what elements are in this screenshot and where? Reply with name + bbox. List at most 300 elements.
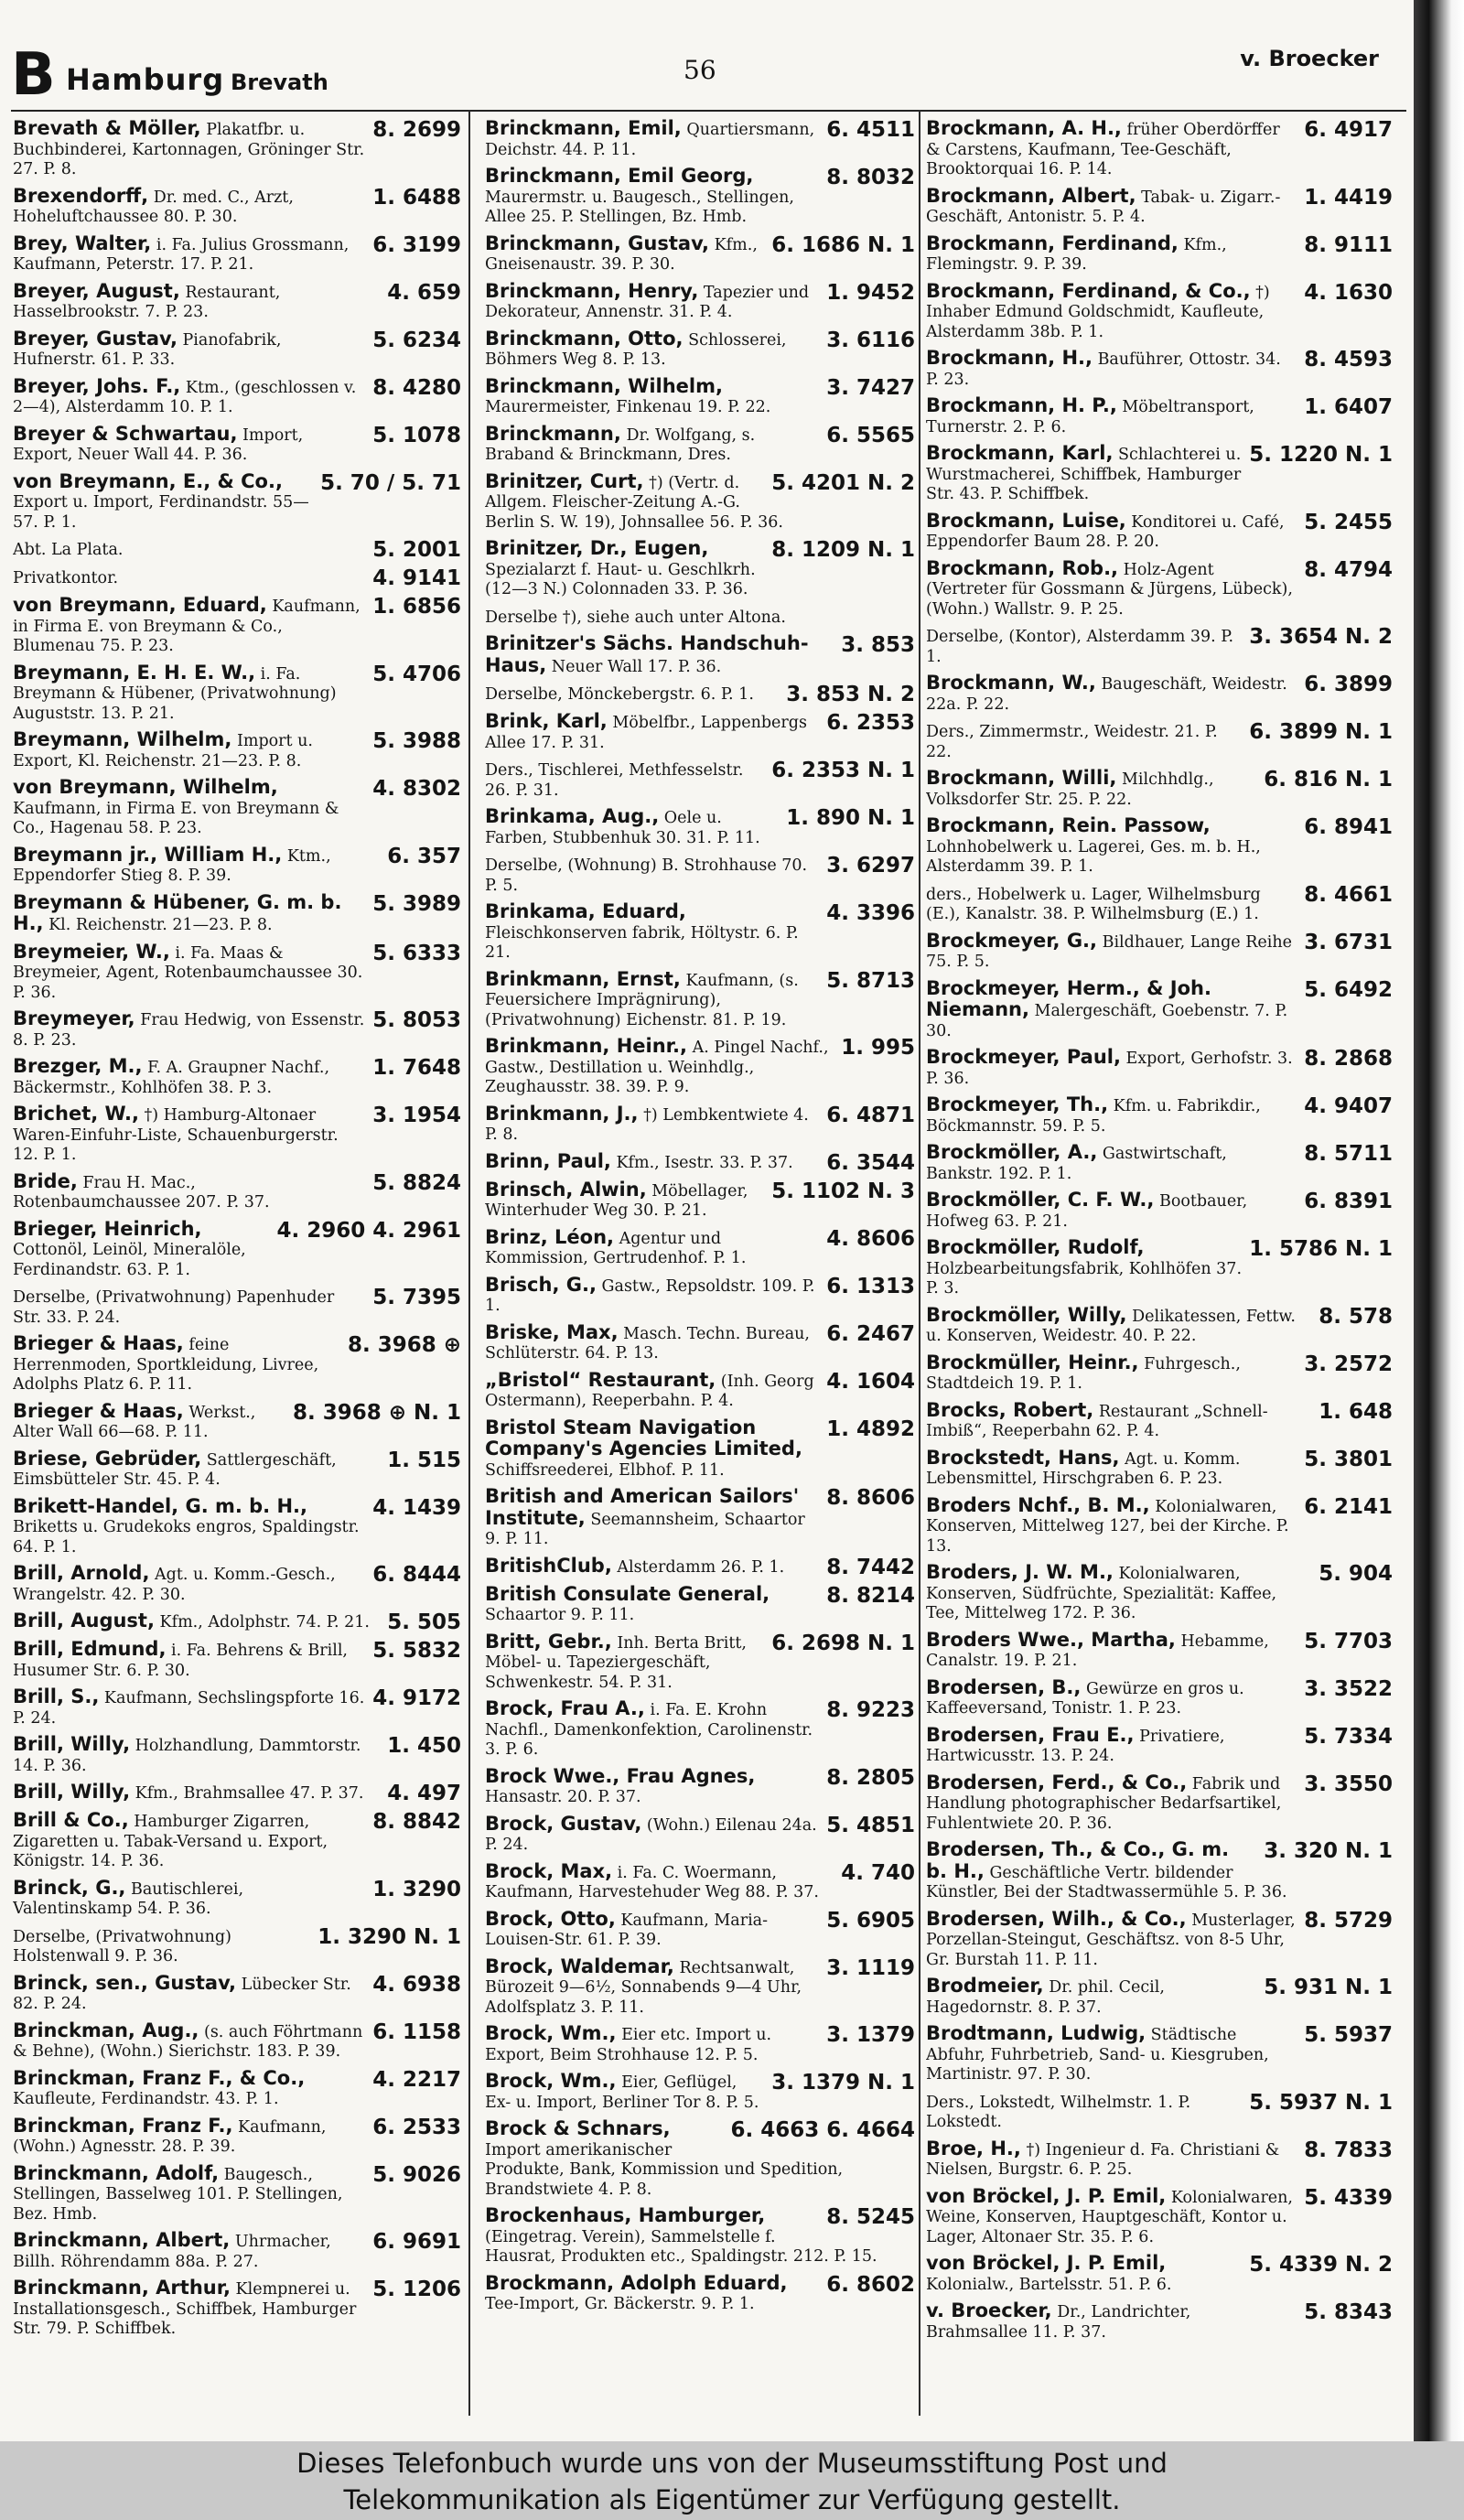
entry-name: Brockmann, Ferdinand,: [926, 233, 1179, 254]
entry-name: Brockmann, Rein. Passow,: [926, 816, 1211, 836]
directory-entry: [926, 1190, 1393, 1232]
entry-name: Brock, Waldemar,: [485, 1956, 674, 1977]
entry-details: Malergeschäft, Goebenstr. 7. P. 30.: [926, 1002, 1288, 1040]
entry-details: Werkst., Alter Wall 66—68. P. 11.: [13, 1403, 256, 1441]
phone-number: 4. 1439: [372, 1496, 461, 1520]
entry-name: Brockmeyer, Th.,: [926, 1095, 1109, 1115]
entry-details: Kaufmann, (s. Feuersichere Imprägnirung), (Privatwohnung) Eichenstr. 81. P. 19.: [485, 971, 799, 1029]
entry-details: i. Fa. Maas & Breymeier, Agent, Rotenbaumchaussee 30. P. 36.: [13, 943, 363, 1002]
entry-name: von Breymann, Eduard,: [13, 596, 267, 616]
phone-number: 8. 2805: [826, 1766, 915, 1790]
entry-details: F. A. Graupner Nachf., Bäckermstr., Kohlhöfen 38. P. 3.: [13, 1059, 330, 1097]
entry-name: Brockmann, Albert,: [926, 186, 1136, 207]
entry-details: Delikatessen, Fettw. u. Konserven, Weidestr. 40. P. 22.: [926, 1307, 1296, 1345]
entry-name: Brockmann, W.,: [926, 673, 1096, 694]
phone-number: 3. 7427: [826, 376, 915, 400]
entry-name: Brockmöller, Willy,: [926, 1305, 1127, 1326]
directory-entry: [13, 1811, 461, 1872]
entry-name: Brock, Gustav,: [485, 1814, 642, 1835]
entry-name: Brock, Max,: [485, 1861, 613, 1882]
phone-number: 5. 9026: [372, 2163, 461, 2187]
entry-details: Export, Gerhofstr. 3. P. 36.: [926, 1050, 1293, 1088]
phone-number: 3. 320 N. 1: [1264, 1840, 1393, 1863]
phone-number: 6. 4663 6. 4664: [730, 2119, 915, 2142]
footer-line-2: Telekommunikation als Eigentümer zur Verfügung gestellt.: [343, 2484, 1121, 2515]
phone-number: 5. 505: [387, 1611, 461, 1633]
entry-details: (Inh. Georg Ostermann), Reeperbahn. P. 4.: [485, 1372, 814, 1410]
entry-name: Brill, Willy,: [13, 1735, 131, 1755]
entry-details: Maurermstr. u. Baugesch., Stellingen, Allee 25. P. Stellingen, Bz. Hmb.: [485, 188, 794, 226]
directory-entry: [485, 902, 915, 964]
phone-number: 5. 5832: [372, 1640, 461, 1663]
entry-details: feine Herrenmoden, Sportkleidung, Livree, Adolphs Platz 6. P. 11.: [13, 1336, 319, 1394]
directory-entry: [926, 2187, 1393, 2248]
directory-entry: [926, 2301, 1393, 2342]
phone-number: 6. 2353 N. 1: [771, 759, 915, 782]
directory-entry: [926, 884, 1393, 925]
directory-entry: [485, 759, 915, 801]
phone-number: 5. 2455: [1304, 511, 1393, 534]
directory-entry: [926, 673, 1393, 715]
directory-entry: [926, 282, 1393, 343]
entry-name: Brodersen, Th., & Co., G. m. b. H.,: [926, 1840, 1230, 1882]
directory-entry: [485, 1180, 915, 1222]
directory-entry: [926, 187, 1393, 228]
phone-number: 3. 2572: [1304, 1352, 1393, 1376]
entry-name: Brockmann, H.,: [926, 349, 1093, 369]
directory-entry: [926, 1048, 1393, 1089]
entry-details: Agt. u. Komm.-Gesch., Wrangelstr. 42. P. 30.: [13, 1566, 336, 1604]
entry-details: Schiffsreederei, Elbhof. P. 11.: [485, 1460, 725, 1480]
entry-name: Brichet, W.,: [13, 1104, 139, 1125]
phone-number: 4. 1630: [1304, 281, 1393, 305]
phone-number: 8. 5711: [1304, 1143, 1393, 1166]
directory-entry: [485, 1910, 915, 1951]
entry-name: Bristol Steam Navigation Company's Agencies Limited,: [485, 1417, 802, 1459]
phone-number: 4. 659: [387, 281, 461, 305]
phone-number: 5. 5937: [1304, 2024, 1393, 2047]
directory-entry: [13, 2116, 461, 2158]
phone-number: 1. 4419: [1304, 186, 1393, 210]
directory-entry: [926, 1840, 1393, 1903]
entry-details: Maurermeister, Finkenau 19. P. 22.: [485, 398, 771, 416]
phone-number: 5. 7703: [1304, 1630, 1393, 1653]
directory-entry: [13, 1782, 461, 1804]
directory-entry: [926, 816, 1393, 878]
entry-details: Holzhandlung, Dammtorstr. 14. P. 36.: [13, 1737, 361, 1775]
entry-details: Kfm. u. Fabrikdir., Böckmannstr. 59. P. 5.: [926, 1097, 1261, 1136]
entry-details: Dr. med. C., Arzt, Hoheluftchaussee 80. P. 30.: [13, 188, 294, 226]
directory-entry: [13, 2164, 461, 2225]
phone-number: 1. 3290 N. 1: [318, 1925, 461, 1949]
entry-details: Fuhrgesch., Stadtdeich 19. P. 1.: [926, 1354, 1241, 1393]
directory-entry: [926, 349, 1393, 390]
entry-name: Brinck, sen., Gustav,: [13, 1973, 237, 1994]
entry-name: Brill, Arnold,: [13, 1564, 150, 1584]
entry-name: Brinkama, Eduard,: [485, 902, 686, 922]
phone-number: 1. 7648: [372, 1057, 461, 1080]
entry-details: Rechtsanwalt, Bürozeit 9—6½, Sonnabends 9—4 Uhr, Adolfsplatz 3. P. 11.: [485, 1958, 802, 2017]
directory-entry: [13, 187, 461, 228]
entry-name: Brinckmann, Adolf,: [13, 2163, 220, 2184]
directory-entry: [13, 730, 461, 771]
directory-entry: [926, 1726, 1393, 1767]
phone-number: 4. 9141: [372, 567, 461, 589]
entry-name: Brock, Wm.,: [485, 2072, 617, 2092]
directory-entry: [926, 119, 1393, 180]
entry-details: Lübecker Str. 82. P. 24.: [13, 1975, 351, 2013]
entry-name: Britt, Gebr.,: [485, 1632, 612, 1653]
entry-name: v. Broecker,: [926, 2301, 1052, 2321]
directory-entry: [485, 1276, 915, 1317]
entry-name: Brisch, G.,: [485, 1275, 597, 1296]
directory-entry: [485, 684, 915, 705]
entry-details: Export u. Import, Ferdinandstr. 55—57. P. 1.: [13, 493, 309, 532]
directory-entry: [13, 119, 461, 180]
entry-name: Brock Wwe., Frau Agnes,: [485, 1766, 756, 1787]
entry-name: Brinckmann, Wilhelm,: [485, 376, 723, 397]
phone-number: 6. 2353: [826, 712, 915, 735]
entry-details: Import u. Export, Kl. Reichenstr. 21—23. P. 8.: [13, 732, 313, 770]
first-entry-guide: Brevath: [231, 70, 328, 95]
directory-entry: [13, 2278, 461, 2340]
entry-name: Brill, S.,: [13, 1687, 100, 1707]
phone-number: 5. 6333: [372, 942, 461, 965]
entry-name: Brockmöller, C. F. W.,: [926, 1190, 1155, 1211]
directory-entry: [485, 1487, 915, 1550]
column-divider: [468, 110, 470, 2416]
phone-number: 8. 1209 N. 1: [771, 539, 915, 562]
phone-number: 1. 648: [1319, 1400, 1393, 1424]
entry-details: Hansastr. 20. P. 37.: [485, 1788, 641, 1806]
entry-details: Ders., Zimmermstr., Weidestr. 21. P. 22.: [926, 723, 1218, 761]
entry-name: Breyer, August,: [13, 281, 180, 302]
entry-name: Breymann, E. H. E. W.,: [13, 662, 256, 684]
page-edge-shadow: [1414, 0, 1464, 2441]
entry-name: Brey, Walter,: [13, 233, 152, 254]
entry-name: von Breymann, Wilhelm,: [13, 778, 278, 798]
phone-number: 6. 8602: [826, 2273, 915, 2297]
phone-number: 8. 4280: [372, 376, 461, 400]
column-divider: [919, 110, 920, 2416]
directory-entry: [926, 1678, 1393, 1719]
entry-details: †) Inhaber Edmund Goldschmidt, Kaufleute, Alsterdamm 38b. P. 1.: [926, 283, 1270, 341]
directory-entry: [926, 396, 1393, 437]
entry-details: Alsterdamm 26. P. 1.: [617, 1557, 785, 1577]
entry-details: Derselbe, (Privatwohnung) Papenhuder Str. 33. P. 24.: [13, 1288, 335, 1327]
phone-number: 8. 578: [1319, 1305, 1393, 1329]
phone-number: 4. 2217: [372, 2068, 461, 2092]
entry-details: Bautischlerei, Valentinskamp 54. P. 36.: [13, 1879, 244, 1918]
phone-number: 6. 1158: [372, 2020, 461, 2044]
entry-name: Brockmöller, Rudolf,: [926, 1238, 1145, 1258]
entry-name: Brock, Wm.,: [485, 2024, 617, 2044]
phone-number: 8. 5729: [1304, 1909, 1393, 1933]
entry-details: Kaufmann, (Wohn.) Agnesstr. 28. P. 39.: [13, 2117, 327, 2156]
entry-details: Derselbe, (Kontor), Alsterdamm 39. P. 1.: [926, 628, 1234, 666]
entry-name: Brock, Frau A.,: [485, 1699, 645, 1719]
directory-entry: [13, 1687, 461, 1728]
directory-entry: [485, 472, 915, 533]
directory-entry: [13, 1879, 461, 1920]
entry-name: Brezger, M.,: [13, 1057, 143, 1077]
phone-number: 4. 1604: [826, 1370, 915, 1394]
phone-number: 6. 3899: [1304, 673, 1393, 696]
phone-number: 1. 9452: [826, 281, 915, 305]
entry-name: Brinck, G.,: [13, 1878, 126, 1899]
directory-entry: [13, 596, 461, 657]
directory-entry: [485, 1037, 915, 1098]
phone-number: 3. 853 N. 2: [786, 684, 915, 705]
phone-number: 5. 4339: [1304, 2186, 1393, 2210]
directory-entry: [926, 1976, 1393, 2018]
phone-number: 8. 9111: [1304, 233, 1393, 257]
entry-details: Schaartor 9. P. 11.: [485, 1606, 635, 1624]
phone-number: 8. 5245: [826, 2206, 915, 2229]
entry-name: Brevath & Möller,: [13, 119, 201, 139]
city-name: Hamburg: [66, 62, 225, 97]
directory-entry: [13, 377, 461, 418]
entry-name: Brodersen, Wilh., & Co.,: [926, 1909, 1187, 1930]
entry-details: Kaufmann, in Firma E. von Breymann & Co., Hagenau 58. P. 23.: [13, 799, 339, 837]
entry-name: Brinckmann, Henry,: [485, 281, 699, 302]
directory-entry: [13, 1640, 461, 1681]
phone-number: 1. 4892: [826, 1417, 915, 1441]
entry-details: i. Fa. E. Krohn Nachfl., Damenkonfektion, Carolinenstr. 3. P. 6.: [485, 1701, 813, 1759]
entry-details: früher Oberdörffer & Carstens, Kaufmann, Tee-Geschäft, Brooktorquai 16. P. 14.: [926, 121, 1280, 178]
directory-entry: [926, 2254, 1393, 2295]
directory-entry: [485, 119, 915, 160]
directory-entry: [485, 282, 915, 323]
entry-details: Konditorei u. Café, Eppendorfer Baum 28. P. 20.: [926, 512, 1285, 551]
directory-entry: [926, 1773, 1393, 1835]
entry-details: Plakatfbr. u. Buchbinderei, Kartonnagen, Gröninger Str. 27. P. 8.: [13, 121, 365, 178]
directory-entry: [926, 1910, 1393, 1971]
entry-details: Kaufmann, Sechslingspforte 16. P. 24.: [13, 1689, 365, 1728]
entry-details: Restaurant „Schnell-Imbiß“, Reeperbahn 62. P. 4.: [926, 1402, 1268, 1440]
entry-name: Breymeier, W.,: [13, 942, 170, 963]
phone-number: 3. 6116: [826, 328, 915, 352]
directory-entry: [13, 567, 461, 589]
entry-details: Kolonialw., Bartelsstr. 51. P. 6.: [926, 2275, 1172, 2294]
entry-details: †) (Vertr. d. Allgem. Fleischer-Zeitung A.-G. Berlin S. W. 19), Johnsallee 56. P. 36.: [485, 473, 783, 532]
entry-details: Ders., Lokstedt, Wilhelmstr. 1. P. Lokstedt.: [926, 2093, 1191, 2131]
entry-details: Dr. phil. Cecil, Hagedornstr. 8. P. 37.: [926, 1978, 1165, 2017]
directory-entry: [13, 1735, 461, 1776]
directory-entry: [13, 845, 461, 887]
directory-entry: [485, 1699, 915, 1761]
entry-name: Brockmann, Karl,: [926, 444, 1114, 464]
entry-details: Kfm., Gneisenaustr. 39. P. 30.: [485, 235, 758, 274]
directory-entry: [13, 2021, 461, 2062]
entry-name: Brockmann, H. P.,: [926, 396, 1117, 416]
directory-entry: [485, 234, 915, 275]
entry-name: British Consulate General,: [485, 1584, 770, 1605]
phone-number: 5. 3988: [372, 730, 461, 753]
entry-details: Bauführer, Ottostr. 34. P. 23.: [926, 350, 1281, 389]
entry-details: Frau H. Mac., Rotenbaumchaussee 207. P. 37.: [13, 1173, 270, 1212]
entry-name: Brill, Edmund,: [13, 1640, 167, 1660]
directory-entry: [485, 1862, 915, 1903]
entry-name: Brodmeier,: [926, 1976, 1044, 1997]
phone-number: 5. 8713: [826, 969, 915, 993]
entry-name: von Bröckel, J. P. Emil,: [926, 2186, 1167, 2207]
phone-number: 6. 4511: [826, 119, 915, 142]
entry-details: Gastwirtschaft, Bankstr. 192. P. 1.: [926, 1145, 1227, 1183]
entry-details: A. Pingel Nachf., Gastw., Destillation u. Weinhdlg., Zeughausstr. 38. 39. P. 9.: [485, 1039, 829, 1096]
entry-details: Quartiersmann, Deichstr. 44. P. 11.: [485, 121, 815, 159]
entry-details: Tee-Import, Gr. Bäckerstr. 9. P. 1.: [485, 2295, 755, 2313]
phone-number: 5. 8824: [372, 1171, 461, 1195]
directory-entry: [13, 472, 461, 533]
entry-name: Briske, Max,: [485, 1322, 619, 1343]
entry-details: Milchhdlg., Volksdorfer Str. 25. P. 22.: [926, 770, 1214, 809]
phone-number: 5. 904: [1319, 1563, 1393, 1586]
directory-entry: [926, 1306, 1393, 1347]
phone-number: 8. 8214: [826, 1584, 915, 1608]
directory-entry: [13, 1172, 461, 1213]
directory-entry: [485, 1371, 915, 1412]
directory-entry: [926, 1238, 1393, 1299]
entry-name: Brinitzer's Sächs. Handschuh-Haus,: [485, 634, 809, 676]
entry-details: Inh. Berta Britt, Möbel- u. Tapeziergeschäft, Schwenkestr. 54. P. 31.: [485, 1633, 747, 1692]
phone-number: 8. 2868: [1304, 1048, 1393, 1071]
phone-number: 5. 4851: [826, 1814, 915, 1837]
entry-name: Brinckmann, Albert,: [13, 2231, 231, 2251]
directory-entry: [485, 1585, 915, 1626]
column-1: [13, 119, 461, 2425]
directory-entry: [13, 1104, 461, 1166]
phone-number: 8. 4794: [1304, 558, 1393, 582]
entry-details: (Wohn.) Eilenau 24a. P. 24.: [485, 1815, 817, 1854]
entry-name: Brockmann, Rob.,: [926, 558, 1119, 579]
entry-name: Brinckman, Franz F., & Co.,: [13, 2068, 306, 2089]
entry-name: Brodtmann, Ludwig,: [926, 2024, 1146, 2044]
directory-entry: [13, 1926, 461, 1967]
entry-details: Schlachterei u. Wurstmacherei, Schiffbek, Hamburger Str. 43. P. Schiffbek.: [926, 446, 1242, 503]
entry-details: Oele u. Farben, Stubbenhuk 30. 31. P. 11.: [485, 809, 760, 847]
entry-details: Kaufmann, Maria-Louisen-Str. 61. P. 39.: [485, 1911, 769, 1949]
entry-details: Baugeschäft, Weidestr. 22a. P. 22.: [926, 675, 1287, 714]
entry-details: Kolonialwaren, Weine, Konserven, Hauptgeschäft, Kontor u. Lager, Altonaer Str. 35. P. 6.: [926, 2188, 1293, 2246]
entry-details: Cottonöl, Leinöl, Mineralöle, Ferdinandstr. 63. P. 1.: [13, 1241, 246, 1279]
directory-entry: [485, 1815, 915, 1856]
phone-number: 5. 6234: [372, 328, 461, 352]
entry-details: Neuer Wall 17. P. 36.: [551, 657, 722, 676]
directory-entry: [926, 2139, 1393, 2181]
entry-name: Brexendorff,: [13, 186, 149, 207]
directory-entry: [485, 2024, 915, 2065]
directory-entry: [485, 167, 915, 228]
entry-name: Brockmann, Luise,: [926, 511, 1126, 532]
entry-details: ders., Hobelwerk u. Lager, Wilhelmsburg (E.), Kanalstr. 38. P. Wilhelmsburg (E.) 1.: [926, 885, 1261, 923]
page-header: [11, 41, 1406, 112]
phone-number: 1. 6407: [1304, 396, 1393, 419]
directory-entry: [485, 634, 915, 677]
entry-name: Brieger & Haas,: [13, 1334, 184, 1354]
phone-number: 6. 8444: [372, 1564, 461, 1587]
entry-details: Möbelfbr., Lappenbergs Allee 17. P. 31.: [485, 714, 807, 752]
entry-name: Breymann jr., William H.,: [13, 845, 283, 866]
entry-details: Briketts u. Grudekoks engros, Spaldingstr. 64. P. 1.: [13, 1518, 360, 1556]
phone-number: 4. 6938: [372, 1973, 461, 1997]
entry-details: Gastw., Repsoldstr. 109. P. 1.: [485, 1276, 815, 1315]
directory-entry: [926, 769, 1393, 810]
entry-name: Brockmeyer, Paul,: [926, 1048, 1121, 1068]
entry-details: Ktm., (geschlossen v. 2—4), Alsterdamm 10. P. 1.: [13, 378, 357, 416]
phone-number: 5. 8053: [372, 1009, 461, 1032]
phone-number: 3. 6731: [1304, 931, 1393, 954]
entry-name: Brocks, Robert,: [926, 1400, 1094, 1421]
entry-details: Gewürze en gros u. Kaffeeversand, Tonistr. 1. P. 23.: [926, 1679, 1244, 1718]
entry-name: Brinkmann, Heinr.,: [485, 1037, 688, 1057]
entry-name: Brieger, Heinrich,: [13, 1219, 202, 1240]
entry-name: Broe, H.,: [926, 2138, 1021, 2159]
directory-entry: [485, 2274, 915, 2315]
directory-entry: [13, 329, 461, 371]
directory-entry: [13, 2231, 461, 2272]
phone-number: 3. 1379 N. 1: [771, 2072, 915, 2095]
phone-number: 3. 853: [841, 634, 915, 657]
column-2: [485, 119, 915, 2425]
directory-entry: [485, 855, 915, 896]
column-3: [926, 119, 1393, 2425]
entry-details: Lohnhobelwerk u. Lagerei, Ges. m. b. H., Alsterdamm 39. P. 1.: [926, 837, 1261, 876]
phone-number: 5. 1102 N. 3: [771, 1179, 915, 1203]
phone-number: 6. 2533: [372, 2116, 461, 2139]
phone-number: 3. 3522: [1304, 1677, 1393, 1701]
entry-name: Brinkama, Aug.,: [485, 807, 660, 827]
entry-details: Pianofabrik, Hufnerstr. 61. P. 33.: [13, 330, 282, 369]
entry-details: Agt. u. Komm. Lebensmittel, Hirschgraben 6. P. 23.: [926, 1449, 1241, 1488]
phone-number: 6. 2141: [1304, 1495, 1393, 1519]
entry-name: Brikett-Handel, G. m. b. H.,: [13, 1496, 308, 1517]
entry-name: Brinkmann, Ernst,: [485, 969, 681, 990]
phone-number: 6. 8391: [1304, 1190, 1393, 1213]
directory-entry: [926, 2092, 1393, 2133]
phone-number: 5. 70 / 5. 71: [320, 471, 461, 495]
entry-name: „Bristol“ Restaurant,: [485, 1370, 716, 1391]
entry-name: British and American Sailors' Institute,: [485, 1487, 800, 1529]
entry-name: Bride,: [13, 1171, 78, 1192]
entry-name: Breyer, Gustav,: [13, 328, 178, 350]
directory-entry: [485, 2119, 915, 2200]
entry-name: Brockenhaus, Hamburger,: [485, 2206, 766, 2226]
entry-name: Brinckmann, Otto,: [485, 328, 684, 350]
directory-entry: [485, 1228, 915, 1269]
phone-number: 5. 3989: [372, 892, 461, 916]
phone-number: 5. 1220 N. 1: [1249, 444, 1393, 467]
phone-number: 5. 931 N. 1: [1264, 1976, 1393, 1999]
entry-details: Holz-Agent (Vertreter für Gossmann & Jürgens, Lübeck), (Wohn.) Wallstr. 9. P. 25.: [926, 560, 1293, 619]
entry-name: Brockmann, Ferdinand, & Co.,: [926, 281, 1251, 302]
phone-number: 1. 5786 N. 1: [1249, 1238, 1393, 1261]
entry-details: (s. auch Föhrtmann & Behne), (Wohn.) Sierichstr. 183. P. 39.: [13, 2022, 363, 2061]
entry-name: Breymann, Wilhelm,: [13, 730, 232, 750]
entry-name: Broders Nchf., B. M.,: [926, 1495, 1150, 1516]
directory-entry: [13, 1497, 461, 1558]
entry-details: Geschäftliche Vertr. bildender Künstler, Bei der Stadtwassermühle 5. P. 36.: [926, 1863, 1287, 1901]
entry-details: Derselbe, Mönckebergstr. 6. P. 1.: [485, 685, 754, 704]
directory-entry: [485, 1556, 915, 1578]
phone-number: 5. 7395: [372, 1287, 461, 1309]
directory-entry: [926, 1448, 1393, 1490]
phone-number: 1. 995: [841, 1037, 915, 1060]
directory-entry: [485, 1767, 915, 1808]
entry-details: Spezialarzt f. Haut- u. Geschlkrh. (12—3 N.) Colonnaden 33. P. 36.: [485, 560, 756, 598]
phone-number: 6. 3544: [826, 1151, 915, 1174]
phone-number: 5. 1078: [372, 424, 461, 447]
